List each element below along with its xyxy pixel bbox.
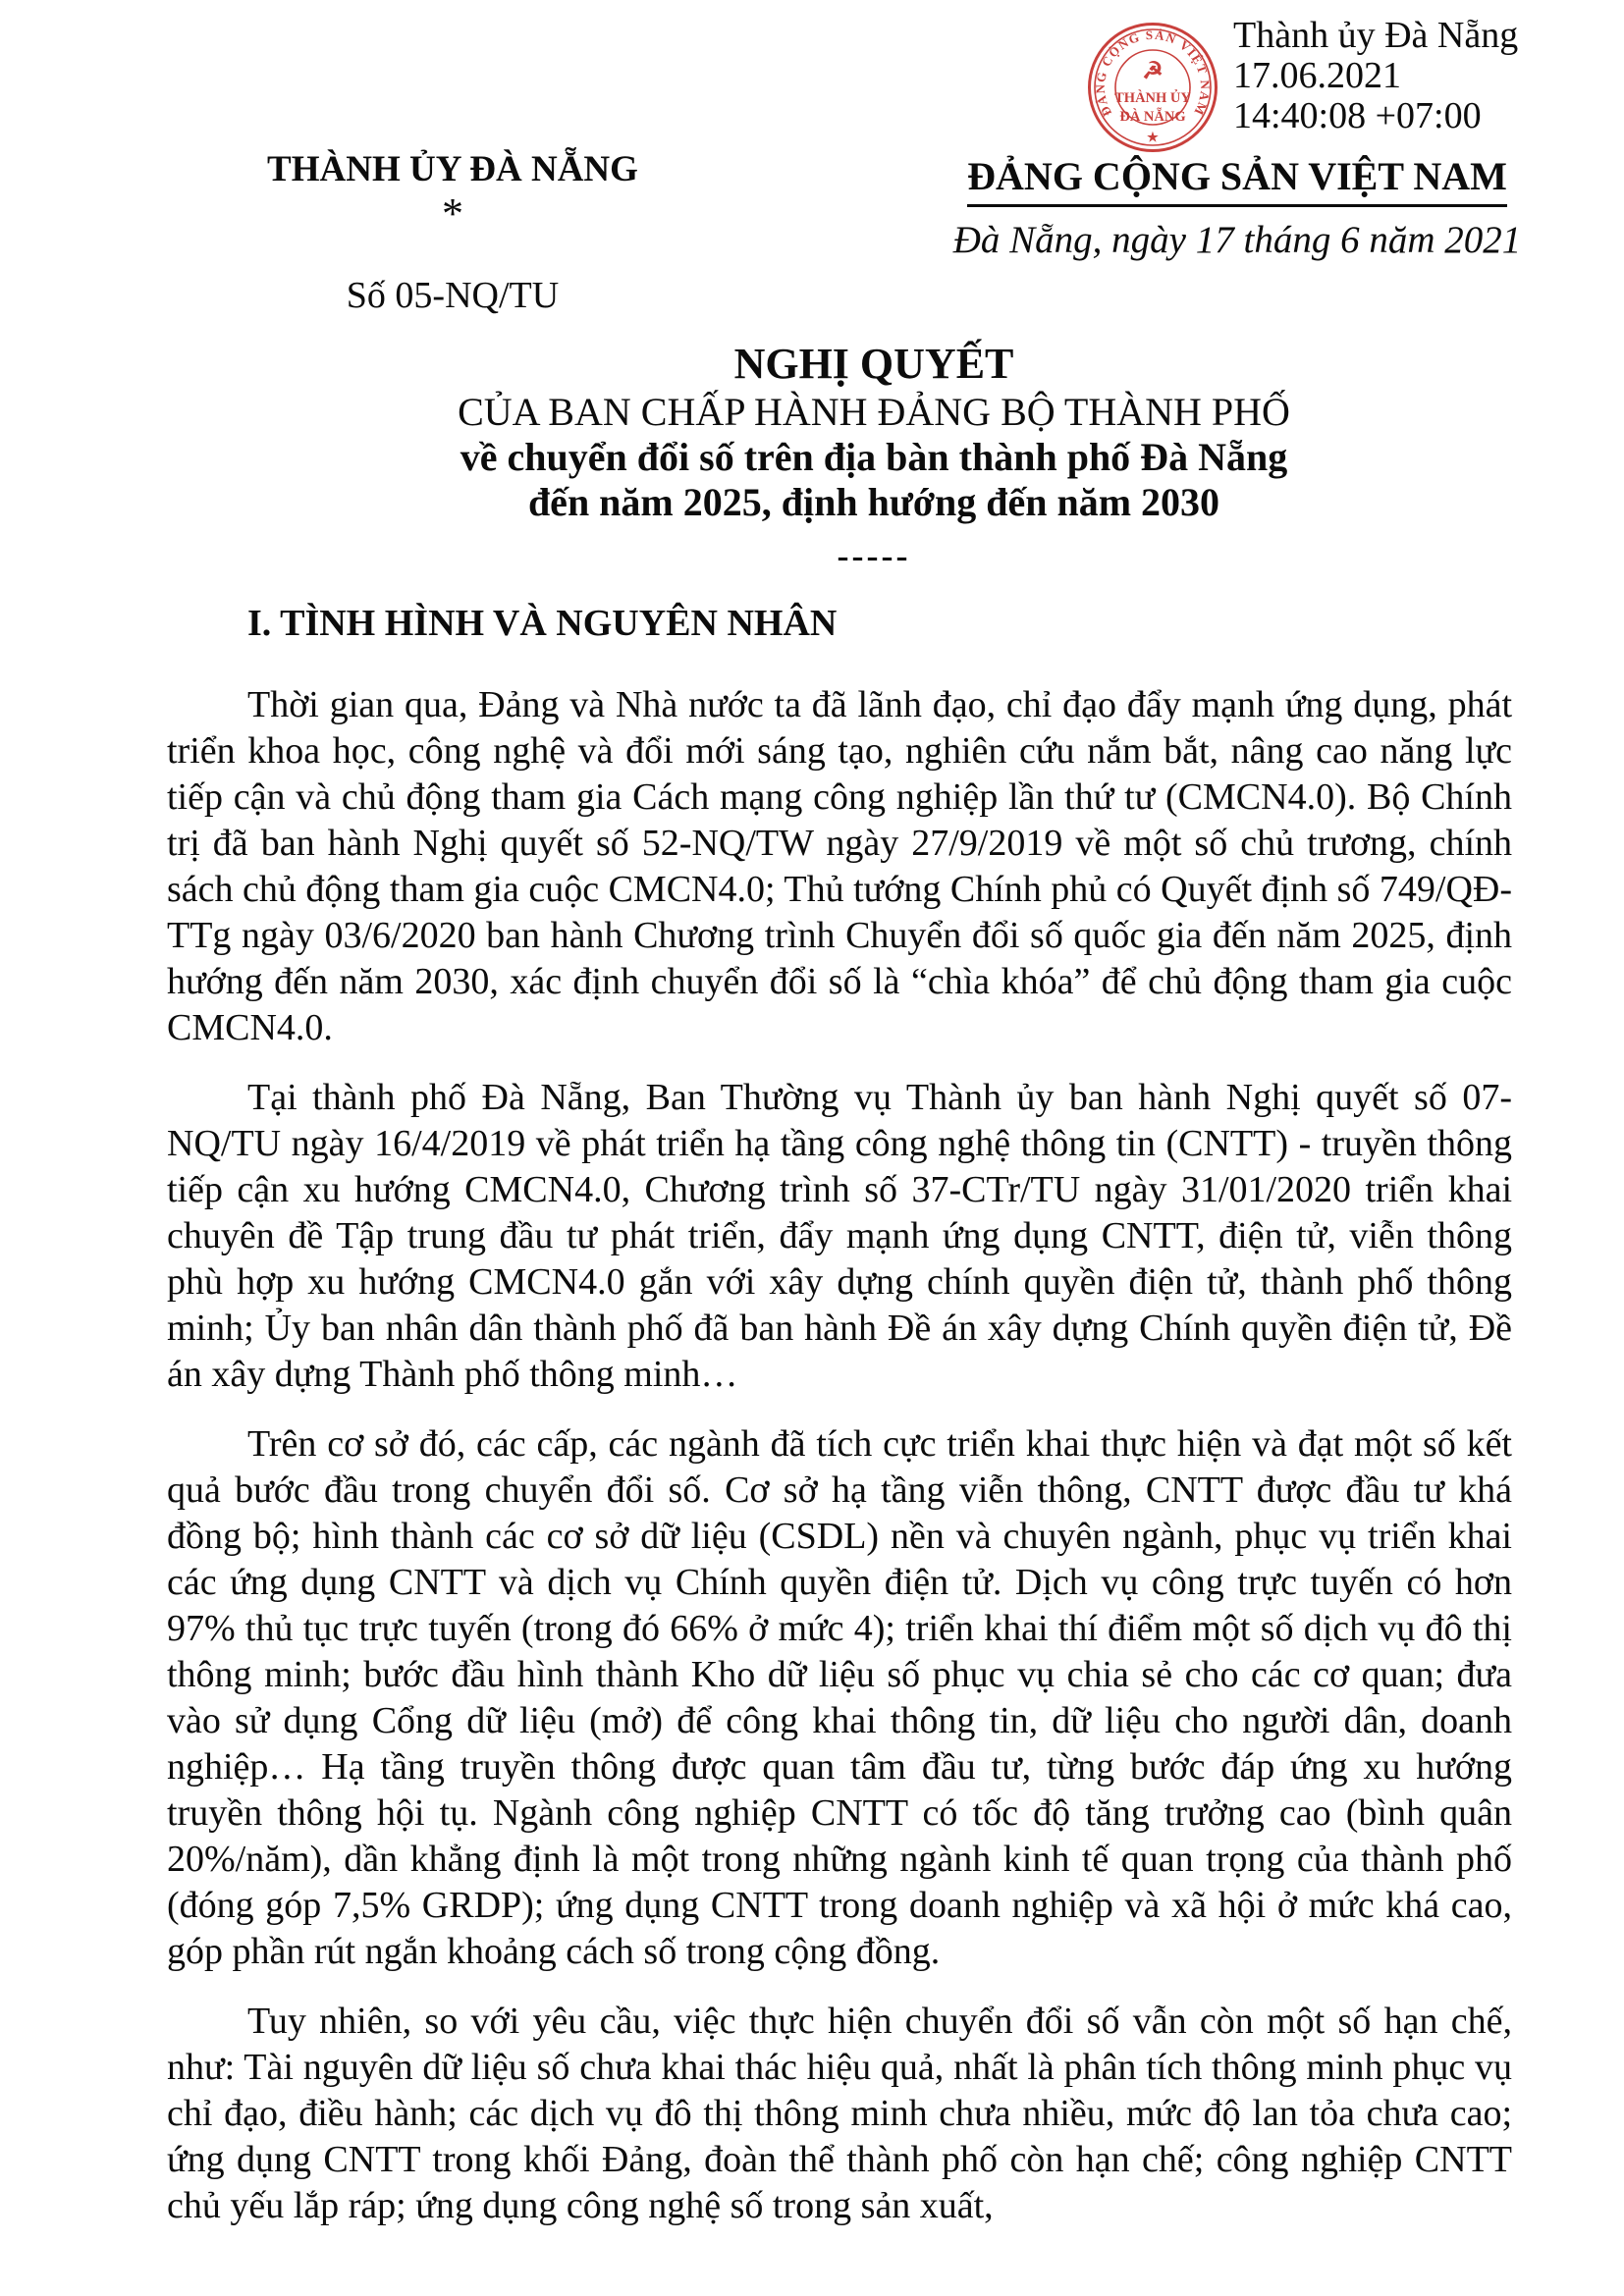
- signature-date: 17.06.2021: [1233, 55, 1401, 96]
- body-paragraph: Tuy nhiên, so với yêu cầu, việc thực hiện chuyển đổi số vẫn còn một số hạn chế, như: Tài nguyên dữ liệu số chưa khai thác hiệu quả, nhất là phân tích thông minh phục vụ chỉ đạo, điều hành; các dịch vụ đô thị thông minh chưa nhiều, mức độ lan tỏa chưa cao; ứng dụng CNTT trong khối Đảng, đoàn thể thành phố còn hạn chế; công nghiệp CNTT chủ yếu lắp ráp; ứng dụng công nghệ số trong sản xuất,: [167, 2001, 1512, 2226]
- section-heading: I. TÌNH HÌNH VÀ NGUYÊN NHÂN: [247, 603, 838, 644]
- title-separator: -----: [837, 536, 911, 575]
- title-line3: về chuyển đổi số trên địa bàn thành phố Đà Nẵng: [460, 435, 1288, 479]
- signature-time: 14:40:08 +07:00: [1233, 95, 1482, 136]
- document-number: Số 05-NQ/TU: [346, 275, 560, 316]
- signature-org: Thành ủy Đà Nẵng: [1233, 15, 1519, 56]
- body-paragraph: Tại thành phố Đà Nẵng, Ban Thường vụ Thành ủy ban hành Nghị quyết số 07-NQ/TU ngày 16/4/2019 về phát triển hạ tầng công nghệ thông tin (CNTT) - truyền thông tiếp cận xu hướng CMCN4.0, Chương trình số 37-CTr/TU ngày 31/01/2020 triển khai chuyên đề Tập trung đầu tư phát triển, đẩy mạnh ứng dụng CNTT, điện tử, viễn thông phù hợp xu hướng CMCN4.0 gắn với xây dựng chính quyền điện tử, thành phố thông minh; Ủy ban nhân dân thành phố đã ban hành Đề án xây dựng Chính quyền điện tử, Đề án xây dựng Thành phố thông minh…: [167, 1077, 1512, 1395]
- national-motto: ĐẢNG CỘNG SẢN VIỆT NAM: [967, 155, 1507, 207]
- hammer-sickle-icon: ☭: [1142, 59, 1164, 84]
- seal-center-line1: THÀNH ỦY: [1114, 90, 1191, 106]
- title-line2: CỦA BAN CHẤP HÀNH ĐẢNG BỘ THÀNH PHỐ: [458, 390, 1290, 434]
- header-left-column: [167, 147, 738, 318]
- seal-graphic: [1087, 22, 1218, 153]
- digital-signature-block: [1233, 16, 1518, 136]
- party-seal-stamp: [1087, 22, 1218, 153]
- star-separator: *: [442, 189, 463, 238]
- place-and-date: Đà Nẵng, ngày 17 tháng 6 năm 2021: [952, 219, 1522, 261]
- title-line1: NGHỊ QUYẾT: [733, 340, 1014, 388]
- header-right-column: [943, 155, 1532, 262]
- body-paragraph: Thời gian qua, Đảng và Nhà nước ta đã lãnh đạo, chỉ đạo đẩy mạnh ứng dụng, phát triển khoa học, công nghệ và đổi mới sáng tạo, nghiên cứu nắm bắt, nâng cao năng lực tiếp cận và chủ động tham gia Cách mạng công nghiệp lần thứ tư (CMCN4.0). Bộ Chính trị đã ban hành Nghị quyết số 52-NQ/TW ngày 27/9/2019 về một số chủ trương, chính sách chủ động tham gia cuộc CMCN4.0; Thủ tướng Chính phủ có Quyết định số 749/QĐ-TTg ngày 03/6/2020 ban hành Chương trình Chuyển đổi số quốc gia đến năm 2025, định hướng đến năm 2030, xác định chuyển đổi số là “chìa khóa” để chủ động tham gia cuộc CMCN4.0.: [167, 684, 1512, 1048]
- seal-ring-text: ĐẢNG CỘNG SẢN VIỆT NAM: [1092, 27, 1214, 119]
- seal-center-line2: ĐÀ NẴNG: [1119, 109, 1186, 125]
- title-line4: đến năm 2025, định hướng đến năm 2030: [527, 480, 1220, 524]
- issuing-org-name: THÀNH ỦY ĐÀ NẴNG: [267, 149, 638, 189]
- document-title-block: [216, 340, 1532, 575]
- seal-star-icon: ★: [1147, 130, 1159, 144]
- document-body: [167, 601, 1512, 2253]
- body-paragraph: Trên cơ sở đó, các cấp, các ngành đã tích cực triển khai thực hiện và đạt một số kết quả bước đầu trong chuyển đổi số. Cơ sở hạ tầng viễn thông, CNTT được đầu tư khá đồng bộ; hình thành các cơ sở dữ liệu (CSDL) nền và chuyên ngành, phục vụ triển khai các ứng dụng CNTT và dịch vụ Chính quyền điện tử. Dịch vụ công trực tuyến có hơn 97% thủ tục trực tuyến (trong đó 66% ở mức 4); triển khai thí điểm một số dịch vụ đô thị thông minh; bước đầu hình thành Kho dữ liệu số phục vụ chia sẻ cho các cơ quan; đưa vào sử dụng Cổng dữ liệu (mở) để công khai thông tin, dữ liệu cho người dân, doanh nghiệp… Hạ tầng truyền thông được quan tâm đầu tư, từng bước đáp ứng xu hướng truyền thông hội tụ. Ngành công nghiệp CNTT có tốc độ tăng trưởng cao (bình quân 20%/năm), dần khẳng định là một trong những ngành kinh tế quan trọng của thành phố (đóng góp 7,5% GRDP); ứng dụng CNTT trong doanh nghiệp và xã hội ở mức khá cao, góp phần rút ngắn khoảng cách số trong cộng đồng.: [167, 1423, 1512, 1972]
